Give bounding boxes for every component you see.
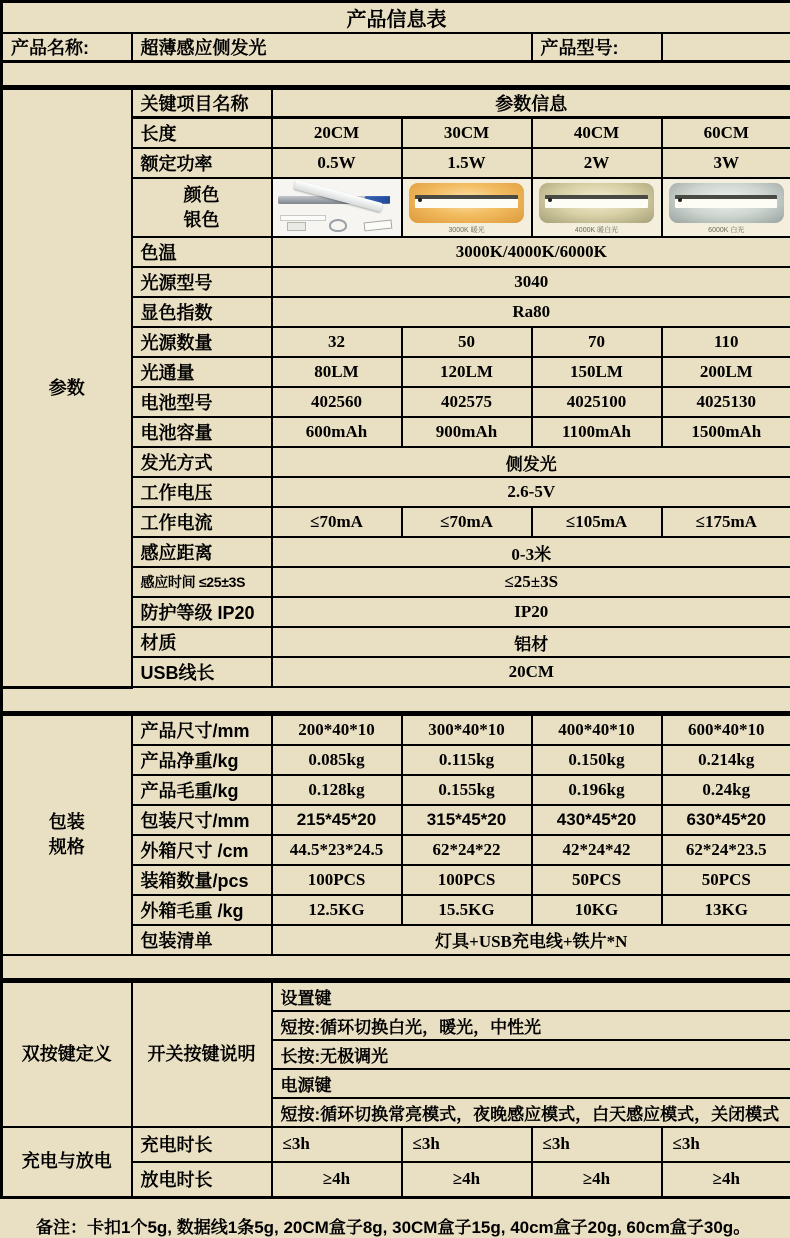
pack-value: 50PCS [662, 865, 790, 895]
button-instruction: 设置键 [272, 980, 790, 1011]
pack-value: 100PCS [272, 865, 402, 895]
pack-row-label: 产品尺寸/mm [132, 713, 272, 745]
pack-value: 630*45*20 [662, 805, 790, 835]
pack-row-label: 外箱毛重 /kg [132, 895, 272, 925]
param-value: 1.5W [402, 148, 532, 178]
pack-value: 0.196kg [532, 775, 662, 805]
charge-value: ≤3h [662, 1127, 790, 1162]
param-value: ≤70mA [272, 507, 402, 537]
param-value: 40CM [532, 118, 662, 149]
param-row-label: 工作电流 [132, 507, 272, 537]
pack-value: 0.155kg [402, 775, 532, 805]
param-value: 50 [402, 327, 532, 357]
param-row-label: 感应距离 [132, 537, 272, 567]
product-name-value: 超薄感应侧发光 [132, 33, 532, 62]
param-value: ≤105mA [532, 507, 662, 537]
table-row [2, 1127, 790, 1162]
remark-note: 备注：卡扣1个5g, 数据线1条5g, 20CM盒子8g, 30CM盒子15g, 40cm盒子20g, 60cm盒子30g。 [0, 1199, 790, 1238]
section-label-params: 参数 [2, 88, 132, 688]
param-row-label: 电池容量 [132, 417, 272, 447]
param-value: 2.6-5V [272, 477, 790, 507]
photo-cell [272, 178, 402, 237]
charge-value: ≥4h [662, 1162, 790, 1198]
charge-value: ≤3h [402, 1127, 532, 1162]
param-value: 3040 [272, 267, 790, 297]
pack-value: 315*45*20 [402, 805, 532, 835]
photo-cell [662, 178, 790, 237]
button-instruction: 长按:无极调光 [272, 1040, 790, 1069]
packaging-label-line1: 包装 [5, 810, 129, 834]
param-row-label: 电池型号 [132, 387, 272, 417]
pack-value: 430*45*20 [532, 805, 662, 835]
param-value: ≤25±3S [272, 567, 790, 597]
charge-row-label: 放电时长 [132, 1162, 272, 1198]
pack-value: 62*24*23.5 [662, 835, 790, 865]
pack-value: 400*40*10 [532, 713, 662, 745]
pack-value: 200*40*10 [272, 713, 402, 745]
spacer-band [2, 955, 790, 981]
param-value: 20CM [272, 657, 790, 687]
packaging-label-line2: 规格 [5, 835, 129, 859]
param-value: 铝材 [272, 627, 790, 657]
light-bar-shape [675, 195, 777, 208]
photo-caption: 3000K 暖光 [403, 225, 531, 235]
pack-value: 0.150kg [532, 745, 662, 775]
light-bar-shape [415, 195, 517, 208]
light-bar-shape [545, 195, 647, 208]
pack-value: 42*24*42 [532, 835, 662, 865]
pack-value: 0.214kg [662, 745, 790, 775]
params-value-header: 参数信息 [272, 88, 790, 118]
pack-row-label: 包装清单 [132, 925, 272, 955]
charge-row-label: 充电时长 [132, 1127, 272, 1162]
pack-value: 0.24kg [662, 775, 790, 805]
param-value: 20CM [272, 118, 402, 149]
param-row-label: USB线长 [132, 657, 272, 687]
param-value: 2W [532, 148, 662, 178]
param-value: IP20 [272, 597, 790, 627]
param-value: 32 [272, 327, 402, 357]
warm-light-photo [403, 179, 531, 236]
section-label-buttons: 双按键定义 [2, 980, 132, 1127]
color-label: 颜色 [133, 183, 271, 207]
param-row-label: 光源型号 [132, 267, 272, 297]
param-row-label: 色温 [132, 237, 272, 267]
pack-value: 300*40*10 [402, 713, 532, 745]
param-row-label: 工作电压 [132, 477, 272, 507]
pack-row-label: 产品毛重/kg [132, 775, 272, 805]
param-value: 120LM [402, 357, 532, 387]
pack-value: 50PCS [532, 865, 662, 895]
param-value: 80LM [272, 357, 402, 387]
pack-value: 0.128kg [272, 775, 402, 805]
pack-value: 15.5KG [402, 895, 532, 925]
param-value: 0-3米 [272, 537, 790, 567]
pack-row-label: 装箱数量/pcs [132, 865, 272, 895]
product-model-label: 产品型号: [532, 33, 662, 62]
screw-pack-shape [287, 222, 307, 231]
product-name-label: 产品名称: [2, 33, 132, 62]
color-row-label [132, 178, 272, 237]
silver-label: 银色 [133, 208, 271, 232]
pack-value: 44.5*23*24.5 [272, 835, 402, 865]
manual-card-shape [364, 220, 392, 232]
page-title: 产品信息表 [2, 2, 790, 34]
param-value: 3000K/4000K/6000K [272, 237, 790, 267]
charge-value: ≥4h [402, 1162, 532, 1198]
button-instruction: 电源键 [272, 1069, 790, 1098]
photo-cell [402, 178, 532, 237]
param-value: 600mAh [272, 417, 402, 447]
param-value: Ra80 [272, 297, 790, 327]
switch-description-label: 开关按键说明 [132, 980, 272, 1127]
param-value: 70 [532, 327, 662, 357]
param-value: 30CM [402, 118, 532, 149]
param-value: 3W [662, 148, 790, 178]
param-value: 1100mAh [532, 417, 662, 447]
photo-caption: 6000K 白光 [663, 225, 790, 235]
button-instruction: 短按:循环切换常亮模式，夜晚感应模式，白天感应模式，关闭模式 [272, 1098, 790, 1127]
pack-value: 100PCS [402, 865, 532, 895]
photo-cell [532, 178, 662, 237]
param-value: ≤70mA [402, 507, 532, 537]
spacer-band [2, 687, 790, 713]
param-value: 侧发光 [272, 447, 790, 477]
param-value: ≤175mA [662, 507, 790, 537]
pack-value: 10KG [532, 895, 662, 925]
param-row-label: 光源数量 [132, 327, 272, 357]
param-value: 402575 [402, 387, 532, 417]
pack-row-label: 产品净重/kg [132, 745, 272, 775]
neutral-light-photo [533, 179, 661, 236]
param-value: 900mAh [402, 417, 532, 447]
param-row-label: 额定功率 [132, 148, 272, 178]
pack-value: 12.5KG [272, 895, 402, 925]
pack-value: 13KG [662, 895, 790, 925]
section-label-charging: 充电与放电 [2, 1127, 132, 1198]
button-instruction: 短按:循环切换白光，暖光，中性光 [272, 1011, 790, 1040]
spacer-band [2, 62, 790, 88]
pack-value: 600*40*10 [662, 713, 790, 745]
product-model-value [662, 33, 790, 62]
param-value: 110 [662, 327, 790, 357]
param-row-label: 发光方式 [132, 447, 272, 477]
param-row-label: 长度 [132, 118, 272, 149]
pack-row-label: 外箱尺寸 /cm [132, 835, 272, 865]
param-value: 4025130 [662, 387, 790, 417]
white-light-photo [663, 179, 790, 236]
param-value: 1500mAh [662, 417, 790, 447]
table-row [2, 980, 790, 1011]
param-row-label: 防护等级 IP20 [132, 597, 272, 627]
param-value: 402560 [272, 387, 402, 417]
param-row-label: 感应时间 ≤25±3S [132, 567, 272, 597]
pack-value: 0.115kg [402, 745, 532, 775]
accessory-strip-shape [280, 215, 326, 221]
section-label-packaging [2, 713, 132, 955]
pack-value: 62*24*22 [402, 835, 532, 865]
param-value: 4025100 [532, 387, 662, 417]
charge-value: ≥4h [272, 1162, 402, 1198]
pack-value: 灯具+USB充电线+铁片*N [272, 925, 790, 955]
params-key-header: 关键项目名称 [132, 88, 272, 118]
param-value: 150LM [532, 357, 662, 387]
param-value: 0.5W [272, 148, 402, 178]
product-kit-photo [273, 179, 401, 236]
pack-row-label: 包装尺寸/mm [132, 805, 272, 835]
param-row-label: 材质 [132, 627, 272, 657]
param-row-label: 显色指数 [132, 297, 272, 327]
pack-value: 215*45*20 [272, 805, 402, 835]
pack-value: 0.085kg [272, 745, 402, 775]
param-value: 60CM [662, 118, 790, 149]
param-value: 200LM [662, 357, 790, 387]
table-row [2, 713, 790, 745]
charge-value: ≤3h [272, 1127, 402, 1162]
param-row-label: 光通量 [132, 357, 272, 387]
photo-caption: 4000K 暖白光 [533, 225, 661, 235]
charge-value: ≤3h [532, 1127, 662, 1162]
usb-cable-shape [329, 219, 347, 232]
charge-value: ≥4h [532, 1162, 662, 1198]
